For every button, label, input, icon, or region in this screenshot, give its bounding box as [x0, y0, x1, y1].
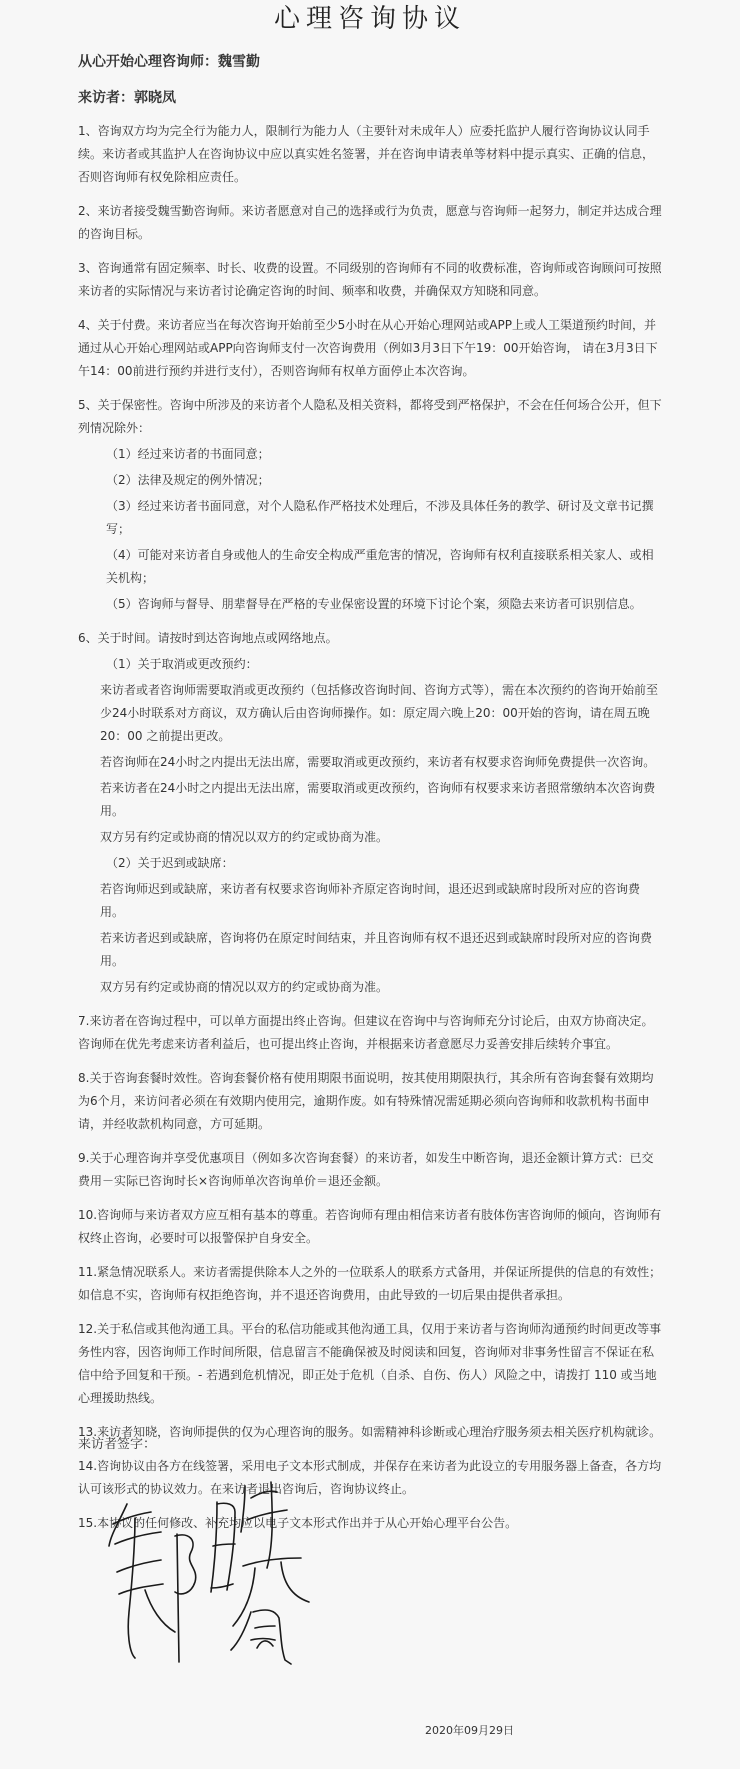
- clause-11: 11.紧急情况联系人。来访者需提供除本人之外的一位联系人的联系方式备用，并保证所提供的信息的有效性；如信息不实，咨询师有权拒绝咨询，并不退还咨询费用，由此导致的一切后果由提供者承担。: [78, 1265, 662, 1302]
- clause-6-paragraph: 双方另有约定或协商的情况以双方的约定或协商为准。: [100, 830, 389, 844]
- clause-10: 10.咨询师与来访者双方应互相有基本的尊重。若咨询师有理由相信来访者有肢体伤害咨询师的倾向，咨询师有权终止咨询，必要时可以报警保护自身安全。: [78, 1208, 662, 1245]
- counselor-line: 从心开始心理咨询师：魏雪勤: [78, 54, 260, 70]
- clause-6-paragraph: 双方另有约定或协商的情况以双方的约定或协商为准。: [100, 980, 389, 994]
- clause-6-block: [78, 627, 662, 999]
- clause-5-item: （2）法律及规定的例外情况；: [106, 473, 270, 487]
- clause-5-item: （1）经过来访者的书面同意；: [106, 447, 270, 461]
- clause-12: 12.关于私信或其他沟通工具。平台的私信功能或其他沟通工具，仅用于来访者与咨询师沟通预约时间更改等事务性内容，因咨询师工作时间所限，信息留言不能确保被及时阅读和回复，咨询师对非事务性留言不保证在私信中给予回复和干预。- 若遇到危机情况，即正处于危机（自杀、自伤、伤人）风险之中，请拨打 110 或当地心理援助热线。: [78, 1322, 662, 1405]
- page-title: 心理咨询协议: [273, 4, 466, 34]
- clause-4: 4、关于付费。来访者应当在每次咨询开始前至少5小时在从心开始心理网站或APP上或人工渠道预约时间，并通过从心开始心理网站或APP向咨询师支付一次咨询费用（例如3月3日下午19：00开始咨询， 请在3月3日下午14：00前进行预约并进行支付），否则咨询师有权单方面停止本次咨询。: [78, 318, 658, 378]
- clause-8: 8.关于咨询套餐时效性。咨询套餐价格有使用期限书面说明，按其使用期限执行，其余所有咨询套餐有效期均为6个月，来访问者必须在有效期内使用完，逾期作废。如有特殊情况需延期必须向咨询师和收款机构书面申请，并经收款机构同意，方可延期。: [78, 1071, 654, 1131]
- clause-5-item: （3）经过来访者书面同意，对个人隐私作严格技术处理后，不涉及具体任务的教学、研讨及文章书记撰写；: [106, 499, 654, 536]
- signature-label: 来访者签字：: [78, 1437, 157, 1452]
- clause-15: 15.本协议的任何修改、补充均应以电子文本形式作出并于从心开始心理平台公告。: [78, 1516, 518, 1530]
- clause-6-paragraph: 来访者或者咨询师需要取消或更改预约（包括修改咨询时间、咨询方式等），需在本次预约的咨询开始前至少24小时联系对方商议，双方确认后由咨询师操作。如：原定周六晚上20：00开始的咨询，请在周五晚 20：00 之前提出更改。: [100, 683, 659, 743]
- signing-date: 2020年09月29日: [425, 1724, 514, 1737]
- clause-6-paragraph: 若来访者迟到或缺席，咨询将仍在原定时间结束，并且咨询师有权不退还迟到或缺席时段所对应的咨询费用。: [100, 931, 653, 968]
- clause-3: 3、咨询通常有固定频率、时长、收费的设置。不同级别的咨询师有不同的收费标准，咨询师或咨询顾问可按照来访者的实际情况与来访者讨论确定咨询的时间、频率和收费，并确保双方知晓和同意。: [78, 261, 662, 298]
- clause-6-subheading: （1）关于取消或更改预约：: [106, 657, 258, 671]
- clause-6: 6、关于时间。请按时到达咨询地点或网络地点。: [78, 631, 338, 645]
- clause-list: [78, 120, 662, 1535]
- clause-5-item: （5）咨询师与督导、朋辈督导在严格的专业保密设置的环境下讨论个案，须隐去来访者可识别信息。: [106, 597, 642, 611]
- clause-1: 1、咨询双方均为完全行为能力人，限制行为能力人（主要针对未成年人）应委托监护人履行咨询协议认同手续。来访者或其监护人在咨询协议中应以真实姓名签署，并在咨询申请表单等材料中提示真实、正确的信息，否则咨询师有权免除相应责任。: [78, 124, 655, 184]
- clause-9: 9.关于心理咨询并享受优惠项目（例如多次咨询套餐）的来访者，如发生中断咨询，退还金额计算方式：已交费用－实际已咨询时长×咨询师单次咨询单价＝退还金额。: [78, 1151, 654, 1188]
- clause-6-paragraph: 若来访者在24小时之内提出无法出席，需要取消或更改预约，咨询师有权要求来访者照常缴纳本次咨询费用。: [100, 781, 656, 818]
- clause-7: 7.来访者在咨询过程中，可以单方面提出终止咨询。但建议在咨询中与咨询师充分讨论后，由双方协商决定。咨询师在优先考虑来访者利益后，也可提出终止咨询，并根据来访者意愿尽力妥善安排后续转介事宜。: [78, 1014, 654, 1051]
- clause-5-item: （4）可能对来访者自身或他人的生命安全构成严重危害的情况，咨询师有权利直接联系相关家人、或相关机构；: [106, 548, 654, 585]
- clause-6-paragraph: 若咨询师迟到或缺席，来访者有权要求咨询师补齐原定咨询时间，退还迟到或缺席时段所对应的咨询费用。: [100, 882, 641, 919]
- clause-14: 14.咨询协议由各方在线签署，采用电子文本形式制成，并保存在来访者为此设立的专用服务器上备查，各方均认可该形式的协议效力。在来访者退出咨询后，咨询协议终止。: [78, 1459, 662, 1496]
- clause-5-block: [78, 394, 662, 616]
- clause-2: 2、来访者接受魏雪勤咨询师。来访者愿意对自己的选择或行为负责，愿意与咨询师一起努力，制定并达成合理的咨询目标。: [78, 204, 662, 241]
- client-line: 来访者：郭晓凤: [78, 90, 176, 106]
- clause-6-subheading: （2）关于迟到或缺席：: [106, 856, 234, 870]
- handwritten-signature: [105, 1462, 345, 1672]
- clause-5: 5、关于保密性。咨询中所涉及的来访者个人隐私及相关资料，都将受到严格保护，不会在任何场合公开，但下列情况除外：: [78, 398, 662, 435]
- clause-13: 13.来访者知晓，咨询师提供的仅为心理咨询的服务。如需精神科诊断或心理治疗服务须去相关医疗机构就诊。: [78, 1425, 662, 1439]
- clause-6-paragraph: 若咨询师在24小时之内提出无法出席，需要取消或更改预约，来访者有权要求咨询师免费提供一次咨询。: [100, 755, 656, 769]
